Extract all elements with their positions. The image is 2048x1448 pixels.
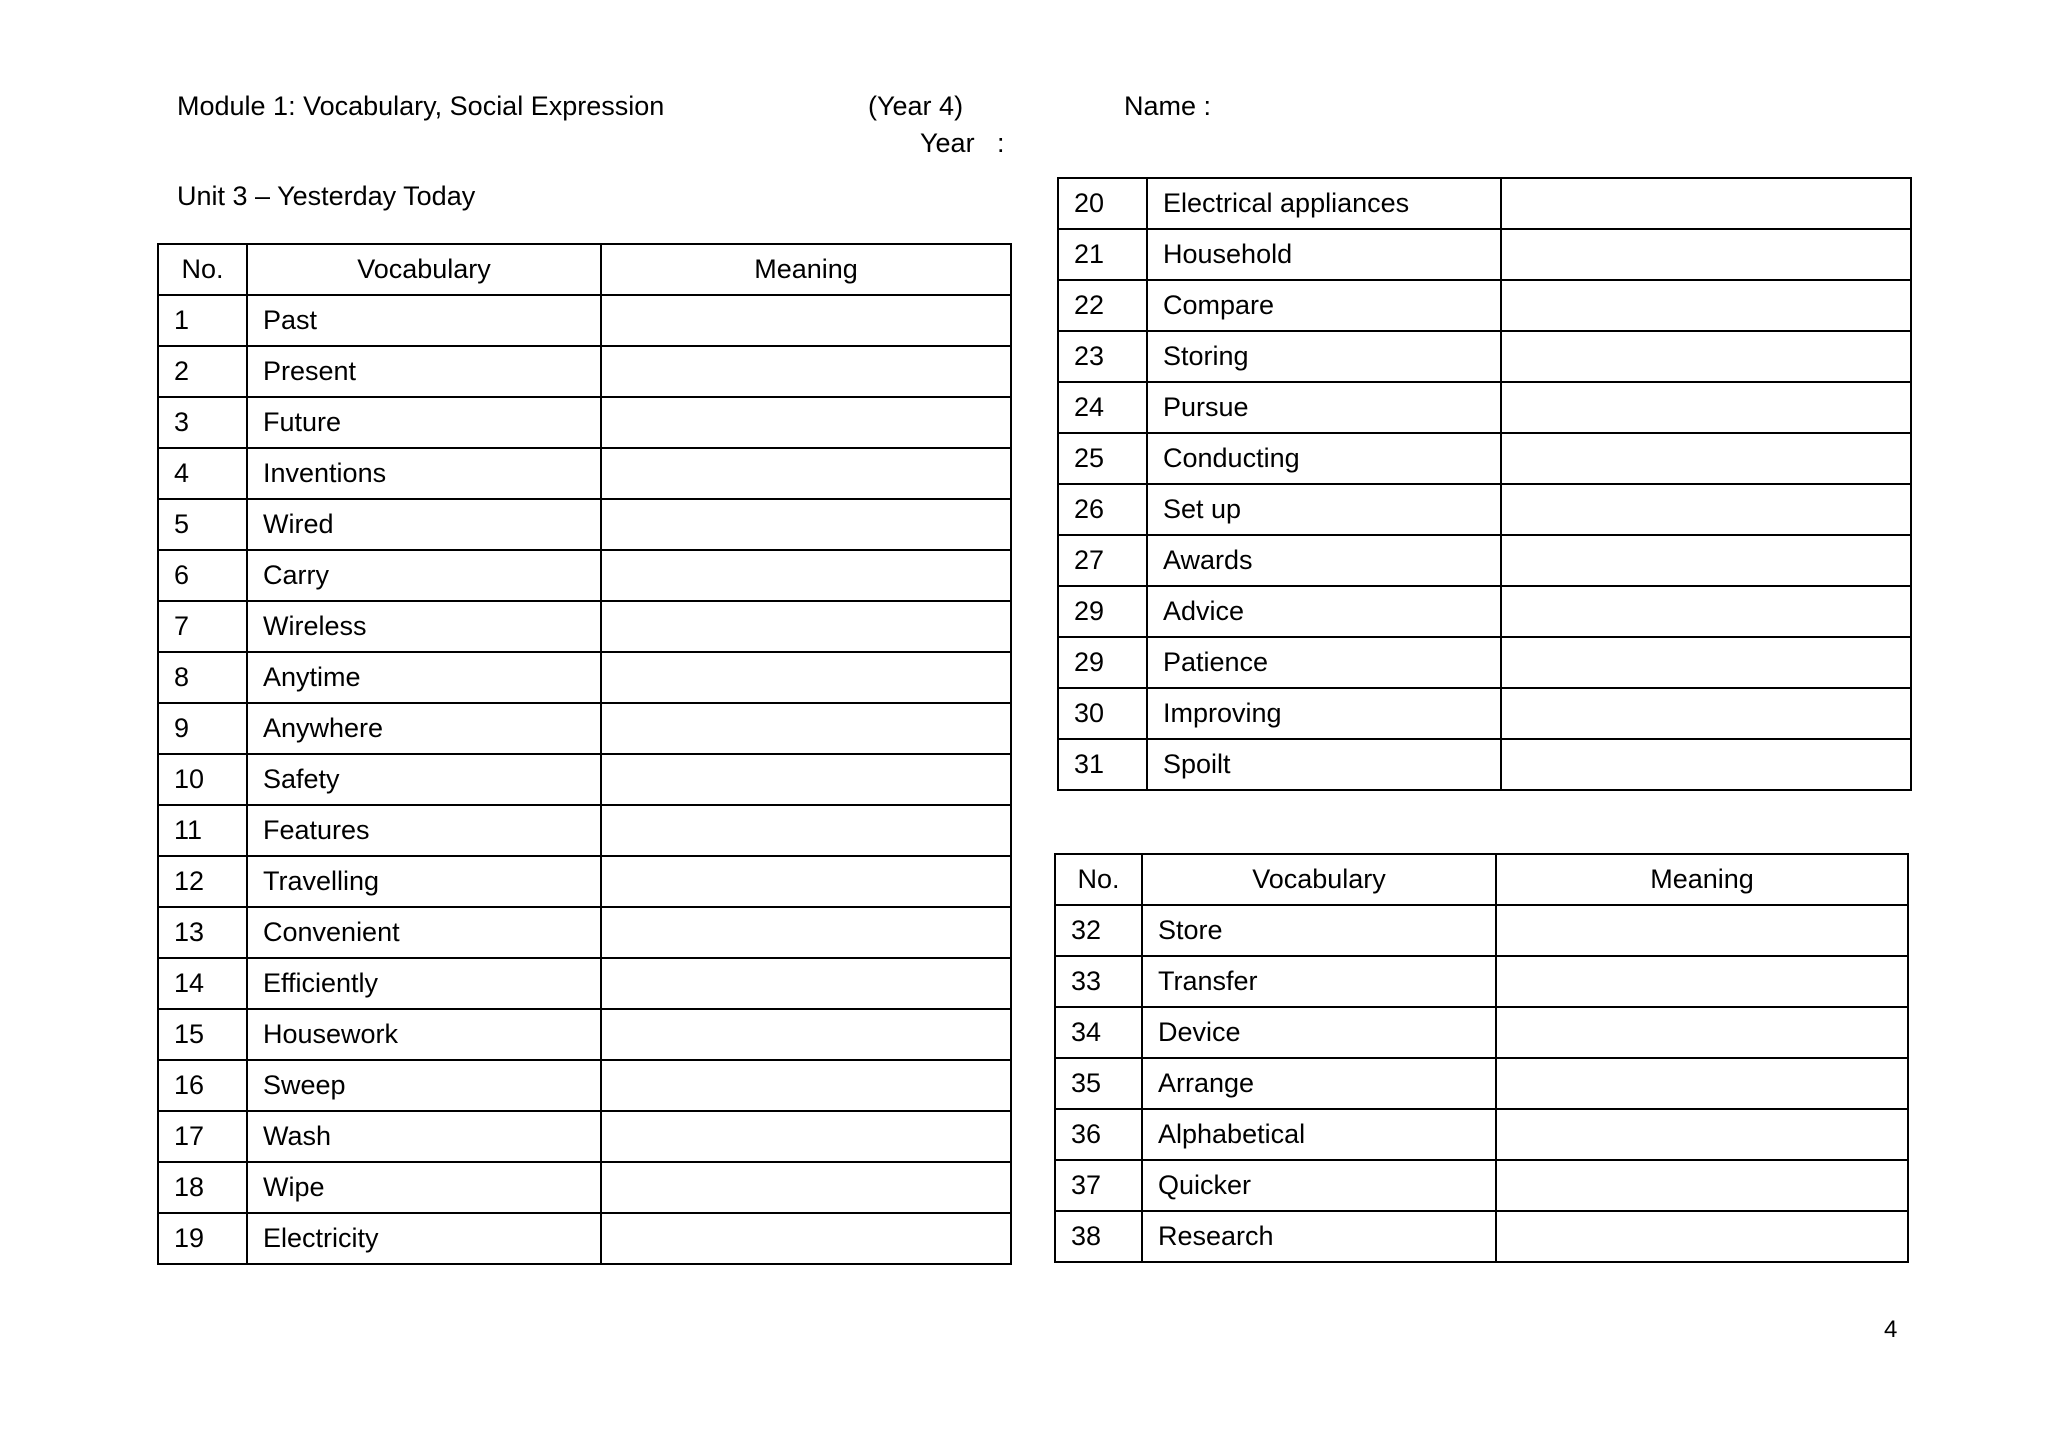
row-number: 6: [158, 550, 247, 601]
meaning-cell[interactable]: [601, 601, 1011, 652]
meaning-cell[interactable]: [601, 1060, 1011, 1111]
row-number: 34: [1055, 1007, 1142, 1058]
meaning-cell[interactable]: [601, 754, 1011, 805]
table-header-row: [1055, 854, 1908, 905]
row-number: 12: [158, 856, 247, 907]
meaning-cell[interactable]: [601, 652, 1011, 703]
header-vocabulary: Vocabulary: [247, 244, 601, 295]
meaning-cell[interactable]: [601, 907, 1011, 958]
meaning-cell[interactable]: [1496, 1109, 1908, 1160]
table-row: [158, 1111, 1011, 1162]
meaning-cell[interactable]: [1496, 1211, 1908, 1262]
table-row: [158, 1213, 1011, 1264]
header-no: No.: [1055, 854, 1142, 905]
table-row: [158, 652, 1011, 703]
table-row: [1055, 905, 1908, 956]
vocabulary-word: Electrical appliances: [1147, 178, 1501, 229]
year-field-label: Year :: [920, 128, 1005, 158]
table-row: [158, 1162, 1011, 1213]
vocabulary-word: Conducting: [1147, 433, 1501, 484]
table-row: [158, 907, 1011, 958]
meaning-cell[interactable]: [1501, 229, 1911, 280]
row-number: 1: [158, 295, 247, 346]
meaning-cell[interactable]: [1501, 484, 1911, 535]
row-number: 30: [1058, 688, 1147, 739]
vocabulary-word: Compare: [1147, 280, 1501, 331]
meaning-cell[interactable]: [1501, 637, 1911, 688]
vocabulary-word: Future: [247, 397, 601, 448]
name-field-label: Name :: [1124, 91, 1212, 121]
vocabulary-word: Carry: [247, 550, 601, 601]
table-row: [1058, 688, 1911, 739]
row-number: 14: [158, 958, 247, 1009]
vocabulary-word: Patience: [1147, 637, 1501, 688]
vocabulary-word: Set up: [1147, 484, 1501, 535]
row-number: 4: [158, 448, 247, 499]
module-title: Module 1: Vocabulary, Social Expression: [177, 91, 665, 121]
table-row: [158, 550, 1011, 601]
vocabulary-word: Alphabetical: [1142, 1109, 1496, 1160]
vocabulary-word: Anytime: [247, 652, 601, 703]
meaning-cell[interactable]: [1501, 586, 1911, 637]
vocabulary-word: Transfer: [1142, 956, 1496, 1007]
row-number: 7: [158, 601, 247, 652]
row-number: 3: [158, 397, 247, 448]
table-row: [158, 1060, 1011, 1111]
vocabulary-table-right-bottom: [1054, 853, 1909, 1263]
row-number: 26: [1058, 484, 1147, 535]
row-number: 20: [1058, 178, 1147, 229]
table-row: [158, 601, 1011, 652]
table-row: [1055, 1160, 1908, 1211]
vocabulary-word: Pursue: [1147, 382, 1501, 433]
row-number: 29: [1058, 586, 1147, 637]
meaning-cell[interactable]: [601, 550, 1011, 601]
vocabulary-word: Features: [247, 805, 601, 856]
table-row: [1055, 1058, 1908, 1109]
meaning-cell[interactable]: [601, 295, 1011, 346]
table-row: [1058, 535, 1911, 586]
vocabulary-word: Arrange: [1142, 1058, 1496, 1109]
vocabulary-word: Sweep: [247, 1060, 601, 1111]
vocabulary-word: Storing: [1147, 331, 1501, 382]
meaning-cell[interactable]: [601, 499, 1011, 550]
table-row: [158, 499, 1011, 550]
vocabulary-word: Past: [247, 295, 601, 346]
table-row: [158, 1009, 1011, 1060]
vocabulary-word: Research: [1142, 1211, 1496, 1262]
meaning-cell[interactable]: [1501, 688, 1911, 739]
vocabulary-word: Wash: [247, 1111, 601, 1162]
table-row: [1058, 280, 1911, 331]
table-row: [1055, 1211, 1908, 1262]
vocabulary-table-right-top: [1057, 177, 1912, 791]
row-number: 2: [158, 346, 247, 397]
vocabulary-word: Electricity: [247, 1213, 601, 1264]
vocabulary-word: Travelling: [247, 856, 601, 907]
row-number: 8: [158, 652, 247, 703]
meaning-cell[interactable]: [1501, 739, 1911, 790]
page-number: 4: [1884, 1316, 1898, 1343]
table-row: [1058, 382, 1911, 433]
meaning-cell[interactable]: [1501, 331, 1911, 382]
row-number: 25: [1058, 433, 1147, 484]
table-row: [158, 703, 1011, 754]
row-number: 31: [1058, 739, 1147, 790]
table-row: [1058, 229, 1911, 280]
row-number: 17: [158, 1111, 247, 1162]
row-number: 11: [158, 805, 247, 856]
meaning-cell[interactable]: [1501, 178, 1911, 229]
unit-title: Unit 3 – Yesterday Today: [177, 181, 476, 211]
table-row: [1055, 956, 1908, 1007]
header-no: No.: [158, 244, 247, 295]
table-row: [158, 346, 1011, 397]
table-row: [1058, 484, 1911, 535]
vocabulary-word: Safety: [247, 754, 601, 805]
table-row: [158, 958, 1011, 1009]
table-row: [158, 397, 1011, 448]
vocabulary-word: Spoilt: [1147, 739, 1501, 790]
meaning-cell[interactable]: [1501, 535, 1911, 586]
meaning-cell[interactable]: [601, 1009, 1011, 1060]
table-row: [1058, 433, 1911, 484]
row-number: 24: [1058, 382, 1147, 433]
row-number: 23: [1058, 331, 1147, 382]
table-row: [1058, 739, 1911, 790]
row-number: 32: [1055, 905, 1142, 956]
vocabulary-word: Household: [1147, 229, 1501, 280]
vocabulary-word: Convenient: [247, 907, 601, 958]
header-meaning: Meaning: [601, 244, 1011, 295]
row-number: 35: [1055, 1058, 1142, 1109]
vocabulary-word: Housework: [247, 1009, 601, 1060]
row-number: 22: [1058, 280, 1147, 331]
row-number: 36: [1055, 1109, 1142, 1160]
vocabulary-word: Inventions: [247, 448, 601, 499]
row-number: 21: [1058, 229, 1147, 280]
vocabulary-word: Device: [1142, 1007, 1496, 1058]
meaning-cell[interactable]: [601, 397, 1011, 448]
meaning-cell[interactable]: [1501, 280, 1911, 331]
vocabulary-word: Wired: [247, 499, 601, 550]
vocabulary-word: Improving: [1147, 688, 1501, 739]
row-number: 29: [1058, 637, 1147, 688]
table-row: [158, 805, 1011, 856]
meaning-cell[interactable]: [1496, 1160, 1908, 1211]
table-row: [1058, 331, 1911, 382]
meaning-cell[interactable]: [1496, 956, 1908, 1007]
row-number: 27: [1058, 535, 1147, 586]
row-number: 38: [1055, 1211, 1142, 1262]
meaning-cell[interactable]: [601, 448, 1011, 499]
meaning-cell[interactable]: [1496, 1058, 1908, 1109]
table-row: [158, 856, 1011, 907]
row-number: 9: [158, 703, 247, 754]
header-vocabulary: Vocabulary: [1142, 854, 1496, 905]
vocabulary-word: Anywhere: [247, 703, 601, 754]
table-row: [1055, 1007, 1908, 1058]
row-number: 10: [158, 754, 247, 805]
table-row: [1058, 178, 1911, 229]
year-label: (Year 4): [868, 91, 964, 121]
row-number: 5: [158, 499, 247, 550]
row-number: 19: [158, 1213, 247, 1264]
meaning-cell[interactable]: [601, 703, 1011, 754]
meaning-cell[interactable]: [601, 958, 1011, 1009]
row-number: 15: [158, 1009, 247, 1060]
meaning-cell[interactable]: [601, 346, 1011, 397]
meaning-cell[interactable]: [1496, 1007, 1908, 1058]
meaning-cell[interactable]: [601, 805, 1011, 856]
header-meaning: Meaning: [1496, 854, 1908, 905]
vocabulary-word: Quicker: [1142, 1160, 1496, 1211]
table-header-row: [158, 244, 1011, 295]
meaning-cell[interactable]: [601, 856, 1011, 907]
vocabulary-word: Wipe: [247, 1162, 601, 1213]
row-number: 37: [1055, 1160, 1142, 1211]
vocabulary-word: Awards: [1147, 535, 1501, 586]
row-number: 13: [158, 907, 247, 958]
meaning-cell[interactable]: [1496, 905, 1908, 956]
vocabulary-word: Present: [247, 346, 601, 397]
meaning-cell[interactable]: [601, 1213, 1011, 1264]
table-row: [1055, 1109, 1908, 1160]
vocabulary-word: Wireless: [247, 601, 601, 652]
table-row: [158, 754, 1011, 805]
vocabulary-word: Store: [1142, 905, 1496, 956]
table-row: [158, 448, 1011, 499]
vocabulary-word: Advice: [1147, 586, 1501, 637]
row-number: 18: [158, 1162, 247, 1213]
table-row: [1058, 637, 1911, 688]
meaning-cell[interactable]: [1501, 382, 1911, 433]
meaning-cell[interactable]: [1501, 433, 1911, 484]
meaning-cell[interactable]: [601, 1111, 1011, 1162]
vocabulary-table-left: [157, 243, 1012, 1265]
table-row: [1058, 586, 1911, 637]
vocabulary-word: Efficiently: [247, 958, 601, 1009]
row-number: 16: [158, 1060, 247, 1111]
meaning-cell[interactable]: [601, 1162, 1011, 1213]
table-row: [158, 295, 1011, 346]
row-number: 33: [1055, 956, 1142, 1007]
